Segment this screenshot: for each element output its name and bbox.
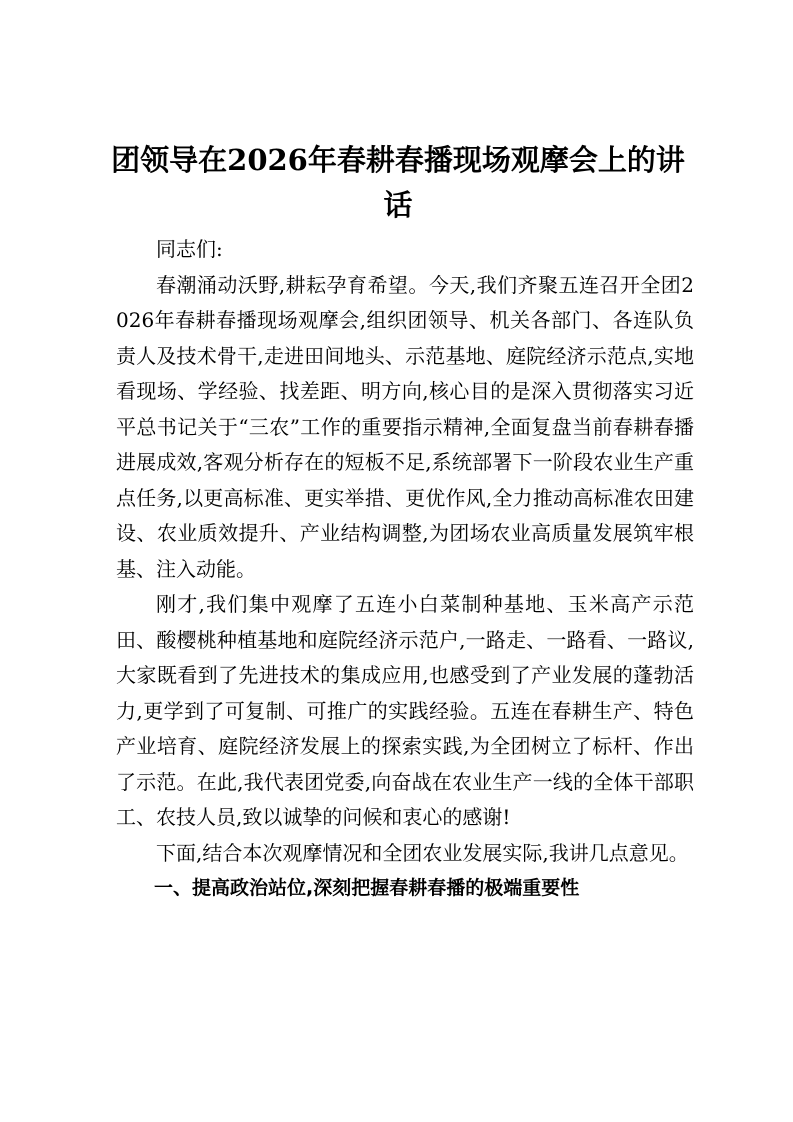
- salutation: 同志们:: [156, 237, 223, 261]
- paragraph-opening: 春潮涌动沃野,耕耘孕育希望。今天,我们齐聚五连召开全团2026年春耕春播现场观摩会,组织团领导、机关各部门、各连队负责人及技术骨干,走进田间地头、示范基地、庭院经济示范点,实地看现场、学经验、找差距、明方向,核心目的是深入贯彻落实习近平总书记关于“三农”工作的重要指示精神,全面复盘当前春耕春播进展成效,客观分析存在的短板不足,系统部署下一阶段农业生产重点任务,以更高标准、更实举措、更优作风,全力推动高标准农田建设、农业质效提升、产业结构调整,为团场农业高质量发展筑牢根基、注入动能。: [116, 272, 694, 581]
- document-body: [116, 232, 694, 907]
- paragraph-observation: 刚才,我们集中观摩了五连小白菜制种基地、玉米高产示范田、酸樱桃种植基地和庭院经济示范户,一路走、一路看、一路议,大家既看到了先进技术的集成应用,也感受到了产业发展的蓬勃活力,更学到了可复制、可推广的实践经验。五连在春耕生产、特色产业培育、庭院经济发展上的探索实践,为全团树立了标杆、作出了示范。在此,我代表团党委,向奋战在农业生产一线的全体干部职工、农技人员,致以诚挚的问候和衷心的感谢!: [116, 592, 694, 829]
- section-heading: 一、提高政治站位,深刻把握春耕春播的极端重要性: [154, 877, 580, 899]
- paragraph-transition: 下面,结合本次观摩情况和全团农业发展实际,我讲几点意见。: [156, 840, 689, 865]
- document-title: 团领导在2026年春耕春播现场观摩会上的讲话: [111, 143, 685, 222]
